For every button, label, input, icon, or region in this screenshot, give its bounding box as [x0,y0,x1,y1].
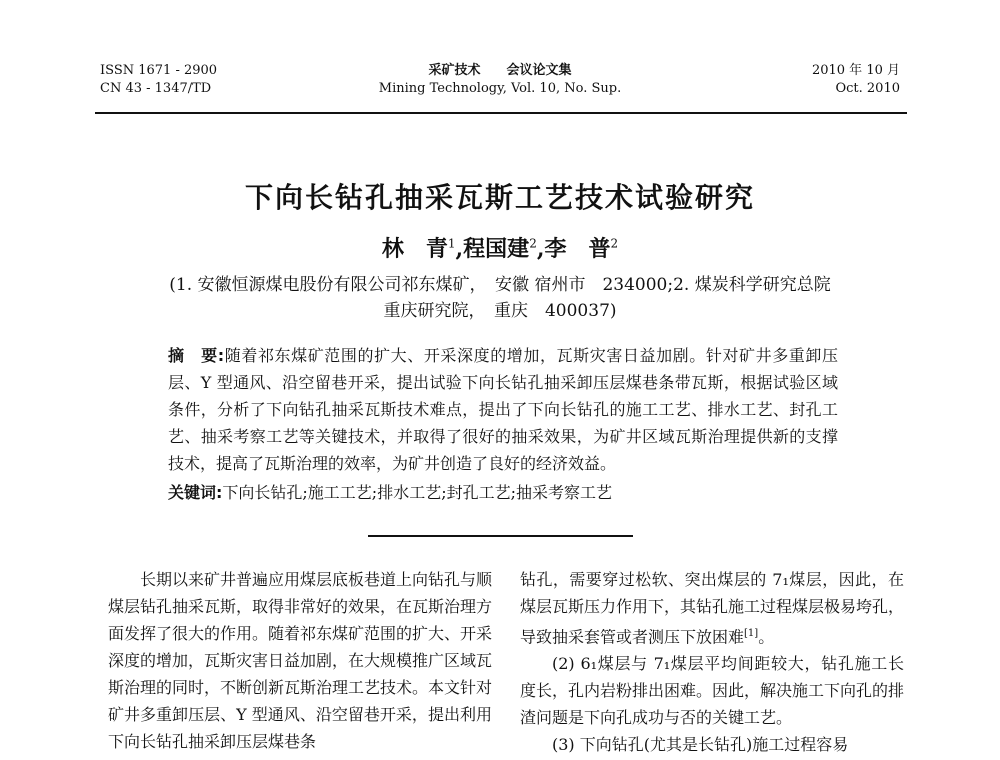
author-list [0,232,1000,263]
paper-title: 下向长钻孔抽采瓦斯工艺技术试验研究 [244,181,755,214]
author-name: 林 青 [381,236,448,262]
abstract-label: 摘 要: [168,346,225,365]
author-separator: , [455,236,464,262]
keywords-text: 下向长钻孔;施工工艺;排水工艺;封孔工艺;抽采考察工艺 [222,483,612,502]
body-paragraph [520,566,904,650]
header-right [812,62,900,98]
author-affil-mark: 1 [447,236,456,251]
keywords [168,479,838,506]
body-paragraph: (3) 下向钻孔(尤其是长钻孔)施工过程容易 [552,735,849,755]
body-paragraph: 长期以来矿井普遍应用煤层底板巷道上向钻孔与顺煤层钻孔抽采瓦斯，取得非常好的效果，在瓦斯治理方面发挥了很大的作用。随着祁东煤矿范围的扩大、开采深度的增加，瓦斯灾害日益加剧，在大规模推广区域瓦斯治理的同时，不断创新瓦斯治理工艺技术。本文针对矿井多重卸压层、Y 型通风、沿空留巷开采，提出利用下向长钻孔抽采卸压层煤巷条 [108,570,493,751]
author-affil-mark: 2 [610,236,619,251]
header-center [100,62,900,98]
author-affil-mark: 2 [529,236,537,251]
abstract-text: 随着祁东煤矿范围的扩大、开采深度的增加，瓦斯灾害日益加剧。针对矿井多重卸压层、Y 型通风、沿空留巷开采，提出试验下向长钻孔抽采卸压层煤巷条带瓦斯，根据试验区域条件，分析了下向钻孔抽采瓦斯技术难点，提出了下向长钻孔的施工工艺、排水工艺、封孔工艺、抽采考察工艺等关键技术，并取得了很好的抽采效果，为矿井区域瓦斯治理提供新的支撑技术，提高了瓦斯治理的效率，为矿井创造了良好的经济效益。 [168,346,838,473]
issn: ISSN 1671 - 2900 [100,63,218,78]
body-text: 钻孔，需要穿过松软、突出煤层的 7₁煤层，因此，在煤层瓦斯压力作用下，其钻孔施工过程煤层极易垮孔，导致抽采套管或者测压下放困难 [520,570,905,647]
journal-name-en: Mining Technology, Vol. 10, No. Sup. [378,81,622,96]
body-paragraph: (2) 6₁煤层与 7₁煤层平均间距较大，钻孔施工长度长，孔内岩粉排出困难。因此，解决施工下向孔的排渣问题是下向孔成功与否的关键工艺。 [520,654,905,728]
affiliations [140,272,860,324]
date-cn: 2010 年 10 月 [811,63,900,78]
body-column-left [108,566,492,755]
body-text-end: 。 [758,627,775,647]
keywords-label: 关键词: [168,483,223,502]
journal-name-cn: 采矿技术 会议论文集 [428,63,572,78]
body-column-right [520,566,904,758]
date-en: Oct. 2010 [835,81,900,96]
affiliation-line: (1. 安徽恒源煤电股份有限公司祁东煤矿， 安徽 宿州市 234000;2. 煤炭科学研究总院 [169,275,831,295]
affiliation-line: 重庆研究院， 重庆 400037) [383,301,617,321]
cn-number: CN 43 - 1347/TD [100,81,212,96]
header-rule [95,112,907,114]
author-name: 程国建 [463,236,530,262]
abstract [168,342,838,477]
author-name: 李 普 [544,236,611,262]
section-separator [368,535,633,537]
author-separator: , [536,236,545,262]
running-header [100,62,900,106]
citation-ref: [1] [744,628,759,639]
